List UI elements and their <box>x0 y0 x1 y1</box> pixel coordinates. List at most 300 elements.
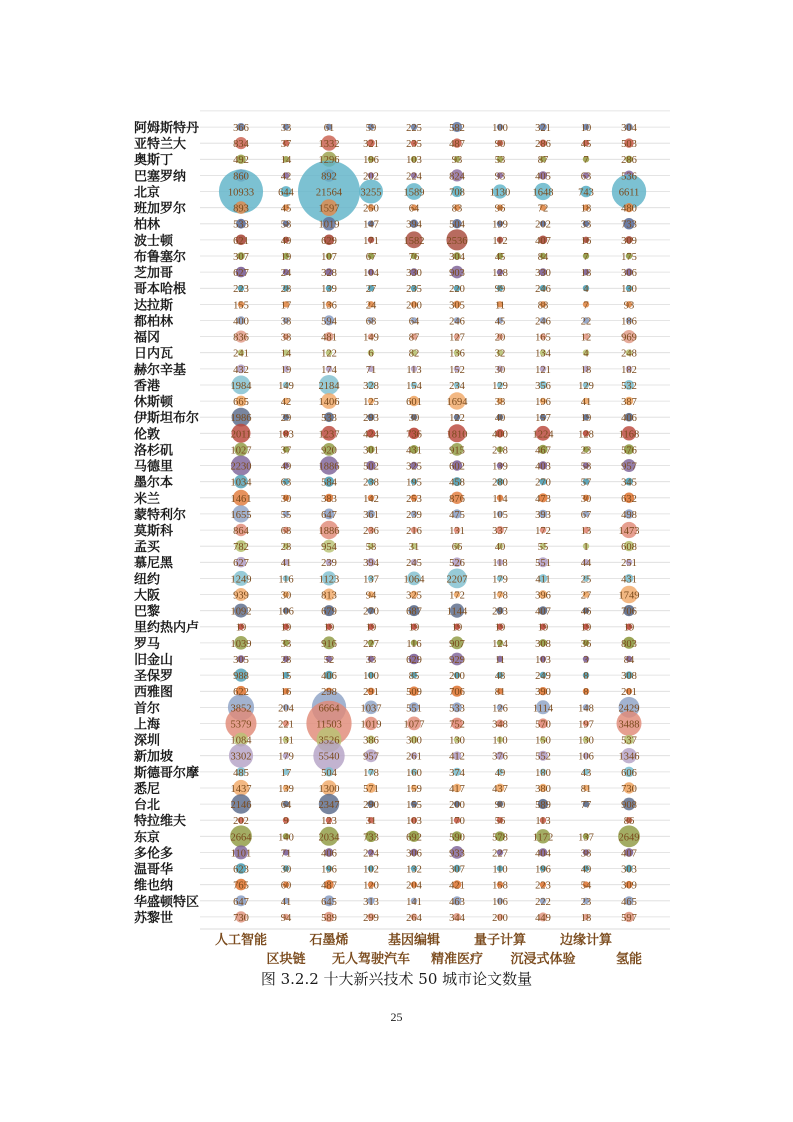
value-label: 406 <box>321 671 337 683</box>
city-label: 阿姆斯特丹 <box>134 121 200 136</box>
value-label: 449 <box>535 912 551 924</box>
value-label: 306 <box>406 848 422 860</box>
value-label: 137 <box>578 832 594 844</box>
value-label: 730 <box>621 783 637 795</box>
value-label: 1886 <box>318 526 340 537</box>
value-label: 196 <box>321 864 337 876</box>
value-label: 223 <box>233 284 249 296</box>
value-label: 1114 <box>532 703 554 715</box>
value-label: 584 <box>321 477 337 489</box>
value-label: 939 <box>233 590 249 602</box>
city-label: 纽约 <box>134 572 161 588</box>
value-label: 38 <box>280 332 292 344</box>
value-label: 406 <box>621 413 637 425</box>
value-label: 15 <box>280 671 292 683</box>
value-label: 17 <box>280 767 292 779</box>
city-label: 斯德哥尔摩 <box>134 765 200 781</box>
value-label: 601 <box>406 397 422 408</box>
value-label: 988 <box>233 671 249 683</box>
value-label: 42 <box>280 397 292 408</box>
value-label: 227 <box>492 848 508 860</box>
value-label: 632 <box>621 493 637 505</box>
value-label: 63 <box>580 171 592 183</box>
value-label: 485 <box>233 767 249 779</box>
value-label: 1019 <box>318 219 340 231</box>
value-label: 1224 <box>532 429 554 441</box>
value-label: 110 <box>492 864 508 876</box>
value-label: 576 <box>621 445 637 457</box>
value-label: 2034 <box>318 832 340 844</box>
value-label: 19 <box>365 622 377 634</box>
value-label: 903 <box>449 268 465 280</box>
value-label: 38 <box>494 397 506 408</box>
value-label: 60 <box>280 880 292 892</box>
value-label: 41 <box>280 896 292 908</box>
value-label: 1037 <box>360 703 382 715</box>
value-label: 405 <box>535 171 551 183</box>
value-label: 3852 <box>230 703 252 715</box>
value-label: 396 <box>535 590 551 602</box>
value-label: 864 <box>233 526 249 537</box>
value-label: 380 <box>535 783 551 795</box>
value-label: 431 <box>406 445 422 457</box>
value-label: 473 <box>535 493 551 505</box>
value-label: 706 <box>449 687 465 699</box>
value-label: 93 <box>494 171 506 183</box>
value-label: 122 <box>449 413 465 425</box>
value-label: 253 <box>406 493 422 505</box>
value-label: 551 <box>535 558 551 570</box>
city-label: 赫尔辛基 <box>134 362 187 378</box>
city-label: 首尔 <box>134 701 161 717</box>
value-label: 106 <box>578 751 594 763</box>
value-label: 49 <box>280 235 292 247</box>
value-label: 487 <box>321 880 337 892</box>
value-label: 30 <box>408 413 420 425</box>
value-label: 58 <box>365 542 377 554</box>
value-label: 68 <box>280 526 292 537</box>
value-label: 578 <box>492 832 508 844</box>
value-label: 1064 <box>403 574 425 586</box>
value-label: 280 <box>492 477 508 489</box>
legend-item: 氢能 <box>615 952 643 967</box>
value-label: 118 <box>492 558 508 570</box>
value-label: 246 <box>449 316 465 328</box>
value-label: 123 <box>321 816 337 828</box>
value-label: 112 <box>492 235 508 247</box>
value-label: 93 <box>451 155 463 167</box>
city-label: 巴塞罗纳 <box>134 169 187 185</box>
value-label: 234 <box>449 380 465 392</box>
value-label: 224 <box>406 171 422 183</box>
value-label: 103 <box>535 655 551 666</box>
value-label: 186 <box>621 316 637 328</box>
value-label: 81 <box>580 783 592 795</box>
value-label: 83 <box>451 203 463 215</box>
value-label: 122 <box>321 348 337 360</box>
value-label: 196 <box>535 864 551 876</box>
value-label: 465 <box>621 896 637 908</box>
value-label: 141 <box>406 896 422 908</box>
city-label: 波士顿 <box>134 233 174 249</box>
value-label: 19 <box>580 622 592 634</box>
city-label: 伦敦 <box>134 427 161 443</box>
value-label: 647 <box>321 509 337 521</box>
value-label: 129 <box>578 380 594 392</box>
value-label: 286 <box>535 139 551 151</box>
value-label: 533 <box>321 413 337 425</box>
value-label: 110 <box>492 735 508 747</box>
value-label: 6664 <box>318 703 340 715</box>
value-label: 307 <box>449 864 465 876</box>
value-label: 305 <box>449 300 465 312</box>
value-label: 589 <box>535 800 551 811</box>
value-label: 31 <box>365 816 377 828</box>
value-label: 227 <box>363 638 379 650</box>
city-label: 苏黎世 <box>134 910 174 926</box>
value-label: 1130 <box>489 187 511 199</box>
value-label: 291 <box>363 687 379 699</box>
value-label: 16 <box>280 687 292 699</box>
value-label: 321 <box>535 123 551 134</box>
value-label: 40 <box>494 542 506 554</box>
value-label: 235 <box>406 284 422 296</box>
value-label: 31 <box>408 542 420 554</box>
city-label: 罗马 <box>134 636 161 652</box>
value-label: 72 <box>537 203 549 215</box>
value-label: 201 <box>621 687 637 699</box>
value-label: 45 <box>494 252 506 263</box>
city-label: 慕尼黑 <box>134 556 174 572</box>
value-label: 195 <box>406 477 422 489</box>
value-label: 42 <box>280 171 292 183</box>
value-label: 248 <box>621 348 637 360</box>
value-label: 90 <box>494 139 506 151</box>
city-label: 孟买 <box>134 540 161 556</box>
city-label: 都柏林 <box>134 314 174 330</box>
value-label: 2146 <box>230 800 252 811</box>
value-label: 202 <box>535 219 551 231</box>
value-label: 103 <box>406 155 422 167</box>
value-label: 406 <box>321 848 337 860</box>
value-label: 622 <box>233 687 249 699</box>
value-label: 129 <box>492 380 508 392</box>
value-label: 30 <box>280 493 292 505</box>
value-label: 139 <box>278 783 294 795</box>
legend-item: 量子计算 <box>473 933 527 948</box>
value-label: 157 <box>535 413 551 425</box>
value-label: 4 <box>583 284 589 296</box>
value-label: 38 <box>280 316 292 328</box>
value-label: 1461 <box>230 493 252 505</box>
value-label: 199 <box>492 219 508 231</box>
value-label: 487 <box>449 139 465 151</box>
value-label: 590 <box>449 832 465 844</box>
value-label: 1123 <box>318 574 340 586</box>
value-label: 337 <box>492 526 508 537</box>
value-label: 687 <box>406 606 422 618</box>
city-label: 墨尔本 <box>134 475 174 491</box>
value-label: 386 <box>363 735 379 747</box>
value-label: 733 <box>363 832 379 844</box>
value-label: 432 <box>233 364 249 376</box>
value-label: 37 <box>280 445 292 457</box>
value-label: 19 <box>494 622 506 634</box>
value-label: 81 <box>494 687 506 699</box>
value-label: 132 <box>406 864 422 876</box>
value-label: 19 <box>623 622 635 634</box>
city-label: 奥斯丁 <box>134 153 174 169</box>
value-label: 1296 <box>318 155 340 167</box>
city-label: 芝加哥 <box>134 266 174 282</box>
value-label: 41 <box>280 558 292 570</box>
value-label: 178 <box>363 767 379 779</box>
value-label: 183 <box>278 429 294 441</box>
value-label: 597 <box>621 912 637 924</box>
value-label: 481 <box>321 332 337 344</box>
value-label: 7 <box>583 300 589 312</box>
value-label: 498 <box>621 509 637 521</box>
city-label: 温哥华 <box>134 862 174 878</box>
city-label: 班加罗尔 <box>134 201 187 217</box>
value-label: 876 <box>449 493 465 505</box>
value-label: 647 <box>233 896 249 908</box>
value-label: 957 <box>363 751 379 763</box>
value-label: 19 <box>408 622 420 634</box>
city-label: 旧金山 <box>134 653 174 668</box>
value-label: 41 <box>580 397 592 408</box>
value-label: 374 <box>449 767 465 779</box>
value-label: 113 <box>406 364 422 376</box>
value-label: 836 <box>233 332 249 344</box>
value-label: 165 <box>535 332 551 344</box>
value-label: 139 <box>492 461 508 473</box>
value-label: 8 <box>583 687 589 699</box>
value-label: 136 <box>449 348 465 360</box>
city-label: 香港 <box>134 378 161 394</box>
value-label: 394 <box>406 219 422 231</box>
value-label: 929 <box>449 655 465 666</box>
value-label: 19 <box>235 622 247 634</box>
value-label: 19 <box>537 622 549 634</box>
value-label: 3302 <box>230 751 252 763</box>
value-label: 1027 <box>230 445 252 457</box>
legend-item: 边缘计算 <box>559 933 613 948</box>
value-label: 99 <box>494 284 506 296</box>
value-label: 249 <box>535 671 551 683</box>
value-label: 202 <box>233 816 249 828</box>
value-label: 2649 <box>618 832 640 844</box>
value-label: 1984 <box>230 380 252 392</box>
value-label: 1249 <box>230 574 252 586</box>
value-label: 1582 <box>403 235 425 247</box>
value-label: 1019 <box>360 719 382 731</box>
value-label: 148 <box>578 703 594 715</box>
value-label: 467 <box>535 445 551 457</box>
value-label: 571 <box>363 783 379 795</box>
value-label: 12 <box>580 332 592 344</box>
value-label: 25 <box>580 574 592 586</box>
value-label: 1034 <box>230 477 252 489</box>
value-label: 155 <box>233 300 249 312</box>
value-label: 383 <box>321 493 337 505</box>
value-label: 64 <box>280 800 292 811</box>
value-label: 813 <box>321 590 337 602</box>
value-label: 645 <box>321 896 337 908</box>
value-label: 730 <box>233 912 249 924</box>
value-label: 18 <box>580 912 592 924</box>
value-label: 407 <box>535 235 551 247</box>
city-label: 台北 <box>134 798 161 813</box>
value-label: 437 <box>492 783 508 795</box>
city-label: 柏林 <box>134 217 161 233</box>
city-label: 西雅图 <box>134 685 174 701</box>
value-label: 623 <box>233 864 249 876</box>
value-label: 19 <box>280 364 292 376</box>
value-label: 504 <box>449 219 465 231</box>
value-label: 306 <box>621 268 637 280</box>
value-label: 344 <box>449 912 465 924</box>
value-label: 32 <box>494 348 506 360</box>
value-label: 120 <box>363 880 379 892</box>
value-label: 309 <box>621 880 637 892</box>
value-label: 1346 <box>618 751 640 763</box>
value-label: 130 <box>578 735 594 747</box>
value-label: 155 <box>406 800 422 811</box>
value-label: 94 <box>365 590 377 602</box>
value-label: 46 <box>580 606 592 618</box>
value-label: 1597 <box>318 203 340 215</box>
value-label: 179 <box>278 751 294 763</box>
value-label: 24 <box>280 268 292 280</box>
city-label: 米兰 <box>134 491 161 507</box>
value-label: 570 <box>535 719 551 731</box>
value-label: 1237 <box>318 429 340 441</box>
value-label: 152 <box>449 364 465 376</box>
value-label: 158 <box>492 880 508 892</box>
value-label: 100 <box>492 123 508 134</box>
value-label: 1406 <box>318 397 340 408</box>
value-label: 533 <box>449 703 465 715</box>
value-label: 376 <box>492 751 508 763</box>
value-label: 170 <box>449 816 465 828</box>
figure-caption: 图 3.2.2 十大新兴技术 50 城市论文数量 <box>260 970 533 988</box>
value-label: 582 <box>449 123 465 134</box>
value-label: 606 <box>621 767 637 779</box>
value-label: 147 <box>363 219 379 231</box>
value-label: 142 <box>363 493 379 505</box>
value-label: 44 <box>580 558 592 570</box>
value-label: 218 <box>492 445 508 457</box>
city-label: 布鲁塞尔 <box>134 250 187 265</box>
value-label: 33 <box>280 638 292 650</box>
value-label: 178 <box>492 590 508 602</box>
city-label: 深圳 <box>134 733 161 749</box>
value-label: 8 <box>583 671 589 683</box>
value-label: 131 <box>449 526 465 537</box>
value-label: 3255 <box>360 187 382 199</box>
value-label: 85 <box>408 671 420 683</box>
city-label: 维也纳 <box>134 878 174 894</box>
value-label: 834 <box>233 139 249 151</box>
value-label: 10 <box>580 123 592 134</box>
value-label: 509 <box>406 687 422 699</box>
value-label: 2207 <box>446 574 468 586</box>
value-label: 221 <box>278 719 294 731</box>
value-label: 502 <box>363 461 379 473</box>
value-label: 629 <box>406 655 422 666</box>
value-label: 345 <box>621 477 637 489</box>
value-label: 82 <box>408 348 420 360</box>
value-label: 103 <box>406 816 422 828</box>
value-label: 270 <box>363 606 379 618</box>
value-label: 200 <box>449 671 465 683</box>
value-label: 400 <box>233 316 249 328</box>
value-label: 2429 <box>618 703 640 715</box>
value-label: 621 <box>233 235 249 247</box>
value-label: 30 <box>280 864 292 876</box>
value-label: 504 <box>321 767 337 779</box>
value-label: 102 <box>363 864 379 876</box>
value-label: 2664 <box>230 832 252 844</box>
value-label: 196 <box>535 397 551 408</box>
value-label: 33 <box>280 123 292 134</box>
value-label: 532 <box>621 380 637 392</box>
value-label: 67 <box>365 252 377 263</box>
value-label: 264 <box>406 912 422 924</box>
value-label: 313 <box>363 896 379 908</box>
legend-item: 基因编辑 <box>387 933 441 948</box>
city-label: 莫斯科 <box>134 524 174 539</box>
value-label: 1437 <box>230 783 252 795</box>
value-label: 107 <box>321 252 337 263</box>
value-label: 200 <box>406 300 422 312</box>
value-label: 225 <box>406 123 422 134</box>
value-label: 17 <box>280 300 292 312</box>
value-label: 130 <box>621 284 637 296</box>
value-label: 933 <box>449 848 465 860</box>
grid-lines <box>200 111 670 929</box>
value-label: 916 <box>321 638 337 650</box>
value-label: 45 <box>580 139 592 151</box>
value-label: 116 <box>278 574 294 586</box>
value-label: 1473 <box>618 526 640 537</box>
page-number: 25 <box>390 1010 403 1024</box>
value-label: 1648 <box>532 187 554 199</box>
value-label: 348 <box>492 719 508 731</box>
value-label: 58 <box>580 461 592 473</box>
value-label: 251 <box>621 558 637 570</box>
value-label: 68 <box>365 316 377 328</box>
value-label: 403 <box>535 461 551 473</box>
value-label: 2184 <box>318 380 340 392</box>
value-label: 174 <box>321 364 337 376</box>
value-label: 665 <box>233 397 249 408</box>
value-label: 48 <box>494 671 506 683</box>
value-label: 200 <box>449 800 465 811</box>
legend-item: 人工智能 <box>214 933 268 948</box>
value-label: 172 <box>449 590 465 602</box>
value-label: 204 <box>406 880 422 892</box>
value-label: 36 <box>580 638 592 650</box>
value-label: 424 <box>363 429 379 441</box>
value-label: 125 <box>363 397 379 408</box>
value-label: 53 <box>494 155 506 167</box>
value-label: 2536 <box>446 235 468 247</box>
value-label: 270 <box>535 477 551 489</box>
value-label: 551 <box>406 703 422 715</box>
value-label: 537 <box>621 735 637 747</box>
